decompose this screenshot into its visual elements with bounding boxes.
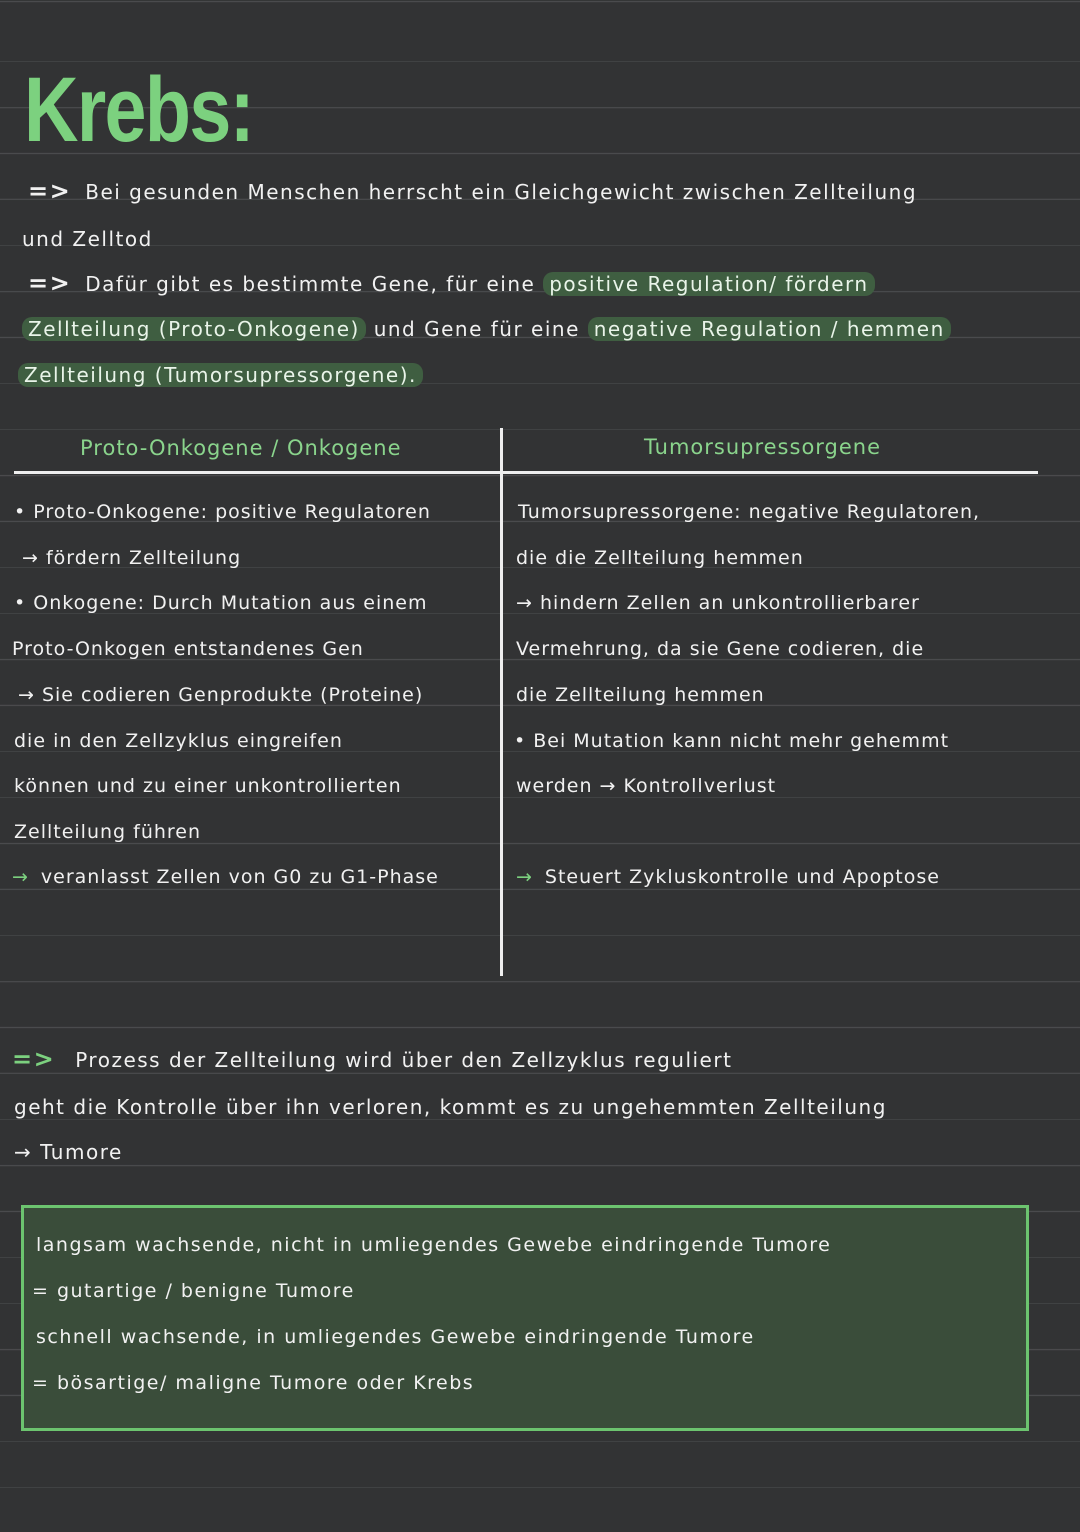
page-title: Krebs: <box>24 59 254 161</box>
intro-line-4: Zellteilung (Proto-Onkogene) und Gene für eine negative Regulation / hemmen <box>22 316 951 342</box>
col1-line: die in den Zellzyklus eingreifen <box>14 730 343 752</box>
table-divider-horizontal <box>14 471 1038 474</box>
col1-line: • Proto-Onkogene: positive Regulatoren <box>14 501 431 523</box>
process-line-2: geht die Kontrolle über ihn verloren, kommt es zu ungehemmten Zellteilung <box>14 1095 887 1119</box>
process-line-3: → Tumore <box>14 1140 123 1164</box>
highlight-negative-regulation: negative Regulation / hemmen <box>588 317 951 341</box>
col2-line: werden → Kontrollverlust <box>516 775 777 797</box>
col2-line: → hindern Zellen an unkontrollierbarer <box>516 592 920 614</box>
col1-line: → Sie codieren Genprodukte (Proteine) <box>18 684 424 706</box>
highlight-tumorsupressorgene: Zellteilung (Tumorsupressorgene). <box>18 363 423 387</box>
box-line-3: schnell wachsende, in umliegendes Gewebe eindringende Tumore <box>36 1326 755 1348</box>
column-header-tumorsupressorgene: Tumorsupressorgene <box>644 435 882 459</box>
double-arrow-icon: => <box>28 269 72 297</box>
col1-line: → veranlasst Zellen von G0 zu G1-Phase <box>12 866 439 888</box>
col2-line: Tumorsupressorgene: negative Regulatoren, <box>518 501 981 523</box>
col1-line: → fördern Zellteilung <box>22 547 242 569</box>
intro-line-1: => Bei gesunden Menschen herrscht ein Gleichgewicht zwischen Zellteilung <box>28 177 918 205</box>
table-divider-vertical <box>500 428 503 976</box>
box-line-4: = bösartige/ maligne Tumore oder Krebs <box>32 1372 475 1394</box>
double-arrow-icon: => <box>12 1045 56 1073</box>
col2-line: die Zellteilung hemmen <box>516 684 765 706</box>
process-line-1: => Prozess der Zellteilung wird über den Zellzyklus reguliert <box>12 1045 733 1073</box>
intro-line-3: => Dafür gibt es bestimmte Gene, für eine positive Regulation/ fördern <box>28 270 875 297</box>
col1-line: Zellteilung führen <box>14 821 202 843</box>
col1-line: können und zu einer unkontrollierten <box>14 775 402 797</box>
double-arrow-icon: => <box>28 177 72 205</box>
column-header-onkogene: Proto-Onkogene / Onkogene <box>80 436 402 460</box>
intro-line-2: und Zelltod <box>22 227 153 251</box>
col2-line: die die Zellteilung hemmen <box>516 547 804 569</box>
highlight-positive-regulation: positive Regulation/ fördern <box>543 272 874 296</box>
box-line-1: langsam wachsende, nicht in umliegendes Gewebe eindringende Tumore <box>36 1234 832 1256</box>
col1-line: Proto-Onkogen entstandenes Gen <box>12 638 364 660</box>
col2-line: → Steuert Zykluskontrolle und Apoptose <box>516 866 940 888</box>
col1-line: • Onkogene: Durch Mutation aus einem <box>14 592 428 614</box>
highlight-proto-onkogene: Zellteilung (Proto-Onkogene) <box>22 317 366 341</box>
col2-line: • Bei Mutation kann nicht mehr gehemmt <box>514 730 950 752</box>
intro-line-5 <box>18 362 423 388</box>
green-arrow-icon: → <box>516 866 533 888</box>
col2-line: Vermehrung, da sie Gene codieren, die <box>516 638 925 660</box>
green-arrow-icon: → <box>12 866 29 888</box>
box-line-2: = gutartige / benigne Tumore <box>32 1280 355 1302</box>
